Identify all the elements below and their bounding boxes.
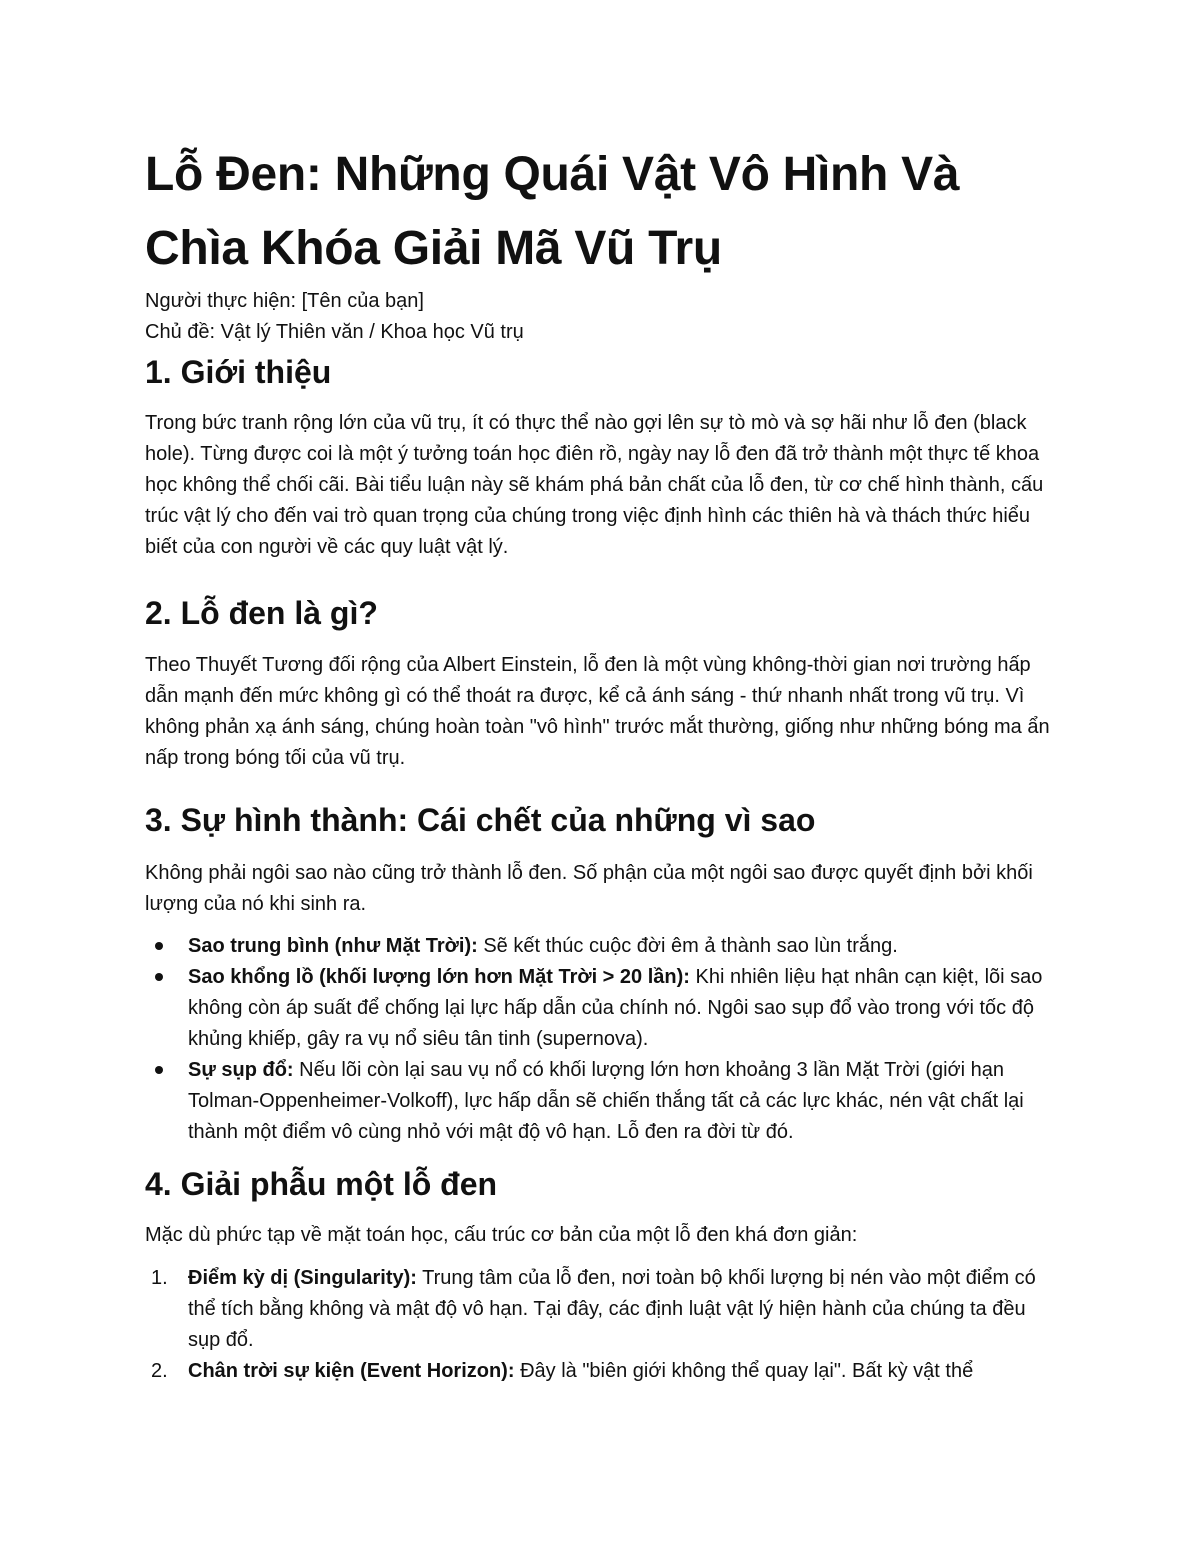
list-item-term: Điểm kỳ dị (Singularity):	[188, 1267, 417, 1289]
list-item	[145, 1356, 1060, 1387]
section-paragraph-what-is: Theo Thuyết Tương đối rộng của Albert Einstein, lỗ đen là một vùng không-thời gian nơi trường hấp dẫn mạnh đến mức không gì có thể thoát ra được, kể cả ánh sáng - thứ nhanh nhất trong vũ trụ. Vì không phản xạ ánh sáng, chúng hoàn toàn "vô hình" trước mắt thường, giống như những bóng ma ẩn nấp trong bóng tối của vũ trụ.	[145, 654, 1050, 769]
section-heading-anatomy: 4. Giải phẫu một lỗ đen	[145, 1166, 498, 1202]
list-item-text: Khi nhiên liệu hạt nhân cạn kiệt, lõi sao không còn áp suất để chống lại lực hấp dẫn của chính nó. Ngôi sao sụp đổ vào trong với tốc độ khủng khiếp, gây ra vụ nổ siêu tân tinh (supernova).	[188, 966, 1043, 1050]
list-item-term: Sao khổng lồ (khối lượng lớn hơn Mặt Trời > 20 lần):	[188, 966, 690, 988]
list-item-term: Chân trời sự kiện (Event Horizon):	[188, 1360, 515, 1382]
document-meta	[145, 286, 1060, 348]
list-item-number: 2.	[151, 1360, 168, 1382]
topic-line: Chủ đề: Vật lý Thiên văn / Khoa học Vũ trụ	[145, 321, 524, 343]
bullet-icon	[155, 942, 163, 950]
list-item-text: Trung tâm của lỗ đen, nơi toàn bộ khối lượng bị nén vào một điểm có thể tích bằng không và mật độ vô hạn. Tại đây, các định luật vật lý hiện hành của chúng ta đều sụp đổ.	[188, 1267, 1036, 1351]
anatomy-numbered-list	[145, 1263, 1060, 1387]
list-item	[145, 931, 1060, 962]
list-item	[145, 1263, 1060, 1356]
section-heading-what-is: 2. Lỗ đen là gì?	[145, 595, 378, 631]
section-heading-intro: 1. Giới thiệu	[145, 354, 332, 390]
bullet-icon	[155, 973, 163, 981]
bullet-icon	[155, 1066, 163, 1074]
document-title: Lỗ Đen: Những Quái Vật Vô Hình Và Chìa Khóa Giải Mã Vũ Trụ	[145, 148, 960, 275]
list-item-text: Nếu lõi còn lại sau vụ nổ có khối lượng lớn hơn khoảng 3 lần Mặt Trời (giới hạn Tolman-Oppenheimer-Volkoff), lực hấp dẫn sẽ chiến thắng tất cả các lực khác, nén vật chất lại thành một điểm vô cùng nhỏ với mật độ vô hạn. Lỗ đen ra đời từ đó.	[188, 1059, 1024, 1143]
formation-bullet-list	[145, 931, 1060, 1148]
section-paragraph-anatomy: Mặc dù phức tạp về mặt toán học, cấu trúc cơ bản của một lỗ đen khá đơn giản:	[145, 1224, 858, 1246]
list-item-term: Sao trung bình (như Mặt Trời):	[188, 935, 478, 957]
section-paragraph-formation: Không phải ngôi sao nào cũng trở thành lỗ đen. Số phận của một ngôi sao được quyết định bởi khối lượng của nó khi sinh ra.	[145, 862, 1033, 915]
section-paragraph-intro: Trong bức tranh rộng lớn của vũ trụ, ít có thực thể nào gợi lên sự tò mò và sợ hãi như lỗ đen (black hole). Từng được coi là một ý tưởng toán học điên rồ, ngày nay lỗ đen đã trở thành một thực tế khoa học không thể chối cãi. Bài tiểu luận này sẽ khám phá bản chất của lỗ đen, từ cơ chế hình thành, cấu trúc vật lý cho đến vai trò quan trọng của chúng trong việc định hình các thiên hà và thách thức hiểu biết của con người về các quy luật vật lý.	[145, 412, 1044, 558]
list-item-term: Sự sụp đổ:	[188, 1059, 294, 1081]
list-item-number: 1.	[151, 1267, 168, 1289]
list-item	[145, 962, 1060, 1055]
list-item	[145, 1055, 1060, 1148]
author-line: Người thực hiện: [Tên của bạn]	[145, 290, 424, 312]
list-item-text: Sẽ kết thúc cuộc đời êm ả thành sao lùn trắng.	[477, 935, 898, 957]
list-item-text: Đây là "biên giới không thể quay lại". Bất kỳ vật thể	[514, 1360, 974, 1382]
section-heading-formation: 3. Sự hình thành: Cái chết của những vì sao	[145, 802, 816, 838]
